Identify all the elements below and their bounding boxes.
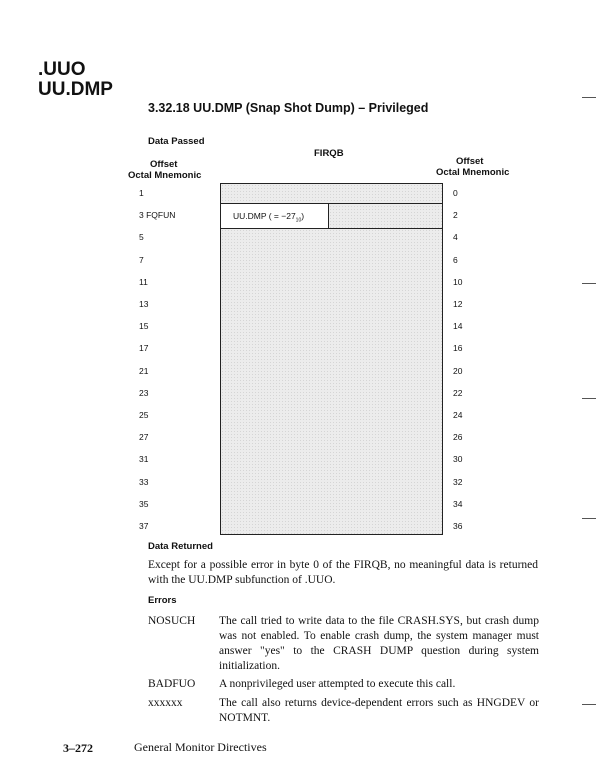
left-offset-label: 11: [139, 276, 148, 287]
left-offset-label: 13: [139, 299, 149, 309]
right-offset-label: 4: [453, 232, 458, 243]
error-code: xxxxxx: [148, 697, 183, 709]
left-offset-label: 37: [139, 521, 149, 531]
right-offset-label: 2: [453, 210, 458, 221]
left-offset-label: 35: [139, 498, 149, 509]
right-offset-header: Offset: [456, 156, 484, 167]
left-offset-label: 25: [139, 410, 149, 420]
left-mnemonic-header: Octal Mnemonic: [128, 170, 202, 181]
firqb-label: FIRQB: [314, 148, 344, 159]
right-offset-label: 0: [453, 188, 458, 198]
right-offset-label: 20: [453, 365, 463, 376]
left-offset-header: Offset: [150, 159, 178, 170]
right-offset-label: 12: [453, 299, 463, 309]
left-offset-label: 31: [139, 454, 149, 465]
left-offset-label: 27: [139, 432, 149, 443]
error-code: BADFUO: [148, 678, 196, 690]
firqb-diagram: [220, 183, 443, 535]
left-offset-label: 1: [139, 188, 144, 198]
error-text: A nonprivileged user attempted to execute this call.: [219, 678, 456, 690]
error-code: NOSUCH: [148, 615, 196, 627]
section-title: 3.32.18 UU.DMP (Snap Shot Dump) – Privileged: [148, 101, 429, 115]
error-text: The call also returns device-dependent errors such as HNGDEV or NOTMNT.: [219, 697, 539, 724]
right-offset-label: 34: [453, 498, 463, 509]
data-returned-text: Except for a possible error in byte 0 of the FIRQB, no meaningful data is returned with the UU.DMP subfunction of .UUO.: [148, 559, 538, 586]
fqfun-cell: UU.DMP ( = $-27_{10}$): [220, 203, 329, 229]
left-offset-label: 33: [139, 476, 149, 487]
right-offset-label: 10: [453, 276, 463, 287]
right-offset-label: 26: [453, 432, 463, 443]
left-offset-label: 23: [139, 387, 149, 398]
left-offset-label: 7: [139, 254, 144, 265]
right-offset-label: 24: [453, 410, 463, 420]
right-offset-label: 14: [453, 321, 463, 332]
right-offset-label: 30: [453, 454, 463, 465]
right-offset-label: 6: [453, 254, 458, 265]
left-offset-label: 17: [139, 343, 149, 354]
right-offset-label: 22: [453, 387, 463, 398]
right-offset-label: 16: [453, 343, 463, 354]
errors-heading: Errors: [148, 595, 177, 606]
data-returned-heading: Data Returned: [148, 541, 213, 552]
left-offset-label: 3 FQFUN: [139, 210, 176, 221]
error-text: The call tried to write data to the file CRASH.SYS, but crash dump was not enabled. To enable crash dump, the system manager must answer "yes" to the CRASH DUMP question during system initialization.: [219, 615, 539, 672]
left-offset-label: 21: [139, 365, 149, 376]
header-uudmp: UU.DMP: [38, 79, 113, 100]
right-offset-label: 32: [453, 476, 463, 487]
right-offset-label: 36: [453, 521, 463, 531]
left-offset-label: 5: [139, 232, 144, 243]
footer-title: General Monitor Directives: [134, 740, 267, 754]
header-uuo: .UUO: [38, 59, 86, 80]
left-offset-label: 15: [139, 321, 149, 332]
data-passed-heading: Data Passed: [148, 136, 205, 147]
page-number: 3–272: [63, 741, 93, 755]
right-mnemonic-header: Octal Mnemonic: [436, 167, 510, 178]
